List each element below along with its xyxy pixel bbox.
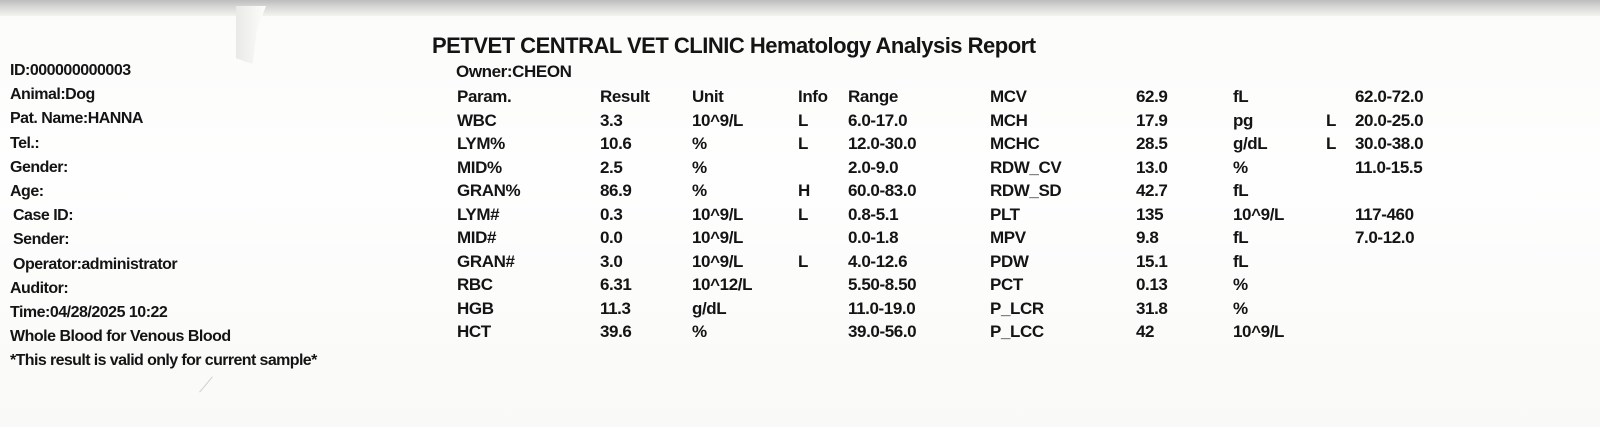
param-cell: MCHC xyxy=(990,134,1040,153)
header-unit: Unit xyxy=(692,87,724,106)
unit-cell: 10^9/L xyxy=(1233,322,1284,341)
result-cell: 135 xyxy=(1136,204,1164,224)
result-cell: 6.31 xyxy=(600,275,632,294)
range-cell: 4.0-12.6 xyxy=(848,251,908,271)
result-cell: 0.3 xyxy=(600,204,623,224)
unit-cell: % xyxy=(1233,275,1248,294)
param-cell: P_LCC xyxy=(990,322,1044,341)
unit-cell: pg xyxy=(1233,110,1253,130)
param-cell: WBC xyxy=(457,110,497,130)
unit-cell: % xyxy=(692,322,707,341)
param-cell: LYM# xyxy=(457,204,500,224)
patient-gender: Gender: xyxy=(10,158,68,176)
param-cell: GRAN# xyxy=(457,251,515,271)
patient-age: Age: xyxy=(10,182,44,200)
patient-info-column xyxy=(10,59,317,373)
header-range: Range xyxy=(848,87,898,106)
result-cell: 62.9 xyxy=(1136,87,1168,106)
param-cell: MID# xyxy=(457,228,497,247)
param-cell: PLT xyxy=(990,204,1020,224)
range-cell: 0.8-5.1 xyxy=(848,204,899,224)
flag-cell: L xyxy=(1326,110,1336,130)
param-cell: MID% xyxy=(457,157,502,177)
param-cell: PCT xyxy=(990,275,1023,294)
param-cell: RBC xyxy=(457,275,493,294)
result-cell: 17.9 xyxy=(1136,110,1168,130)
flag-cell: L xyxy=(798,134,808,153)
param-cell: PDW xyxy=(990,251,1029,271)
result-cell: 0.13 xyxy=(1136,275,1168,294)
unit-cell: g/dL xyxy=(692,298,727,318)
result-cell: 15.1 xyxy=(1136,251,1168,271)
range-cell: 2.0-9.0 xyxy=(848,157,899,177)
range-cell: 11.0-19.0 xyxy=(848,298,916,318)
result-cell: 39.6 xyxy=(600,322,632,341)
patient-animal: Animal:Dog xyxy=(10,86,95,104)
range-cell: 12.0-30.0 xyxy=(848,134,917,153)
param-cell: GRAN% xyxy=(457,181,521,200)
flag-cell: L xyxy=(798,204,808,224)
result-cell: 42 xyxy=(1136,322,1155,341)
range-cell: 0.0-1.8 xyxy=(848,228,899,247)
range-cell: 62.0-72.0 xyxy=(1355,87,1424,106)
result-cell: 31.8 xyxy=(1136,298,1168,318)
unit-cell: % xyxy=(692,157,707,177)
param-cell: RDW_SD xyxy=(990,181,1062,200)
result-cell: 3.3 xyxy=(600,110,623,130)
range-cell: 117-460 xyxy=(1355,204,1414,224)
range-cell: 39.0-56.0 xyxy=(848,322,917,341)
param-cell: MCH xyxy=(990,110,1028,130)
patient-operator: Operator:administrator xyxy=(13,255,178,273)
result-cell: 0.0 xyxy=(600,228,623,247)
flag-cell: L xyxy=(798,110,808,130)
unit-cell: fL xyxy=(1233,87,1249,106)
patient-tel: Tel.: xyxy=(10,134,40,152)
patient-name: Pat. Name:HANNA xyxy=(10,110,143,128)
header-info: Info xyxy=(798,87,828,106)
result-cell: 86.9 xyxy=(600,181,632,200)
param-cell: P_LCR xyxy=(990,298,1044,318)
flag-cell: L xyxy=(798,251,808,271)
result-cell: 10.6 xyxy=(600,134,632,153)
range-cell: 6.0-17.0 xyxy=(848,110,908,130)
unit-cell: % xyxy=(692,134,707,153)
result-cell: 9.8 xyxy=(1136,228,1159,247)
result-cell: 28.5 xyxy=(1136,134,1168,153)
range-cell: 20.0-25.0 xyxy=(1355,110,1424,130)
param-cell: RDW_CV xyxy=(990,157,1062,177)
unit-cell: 10^12/L xyxy=(692,275,753,294)
unit-cell: fL xyxy=(1233,251,1249,271)
unit-cell: % xyxy=(1233,157,1248,177)
patient-auditor: Auditor: xyxy=(10,279,69,297)
unit-cell: 10^9/L xyxy=(692,228,743,247)
param-cell: HCT xyxy=(457,322,491,341)
unit-cell: 10^9/L xyxy=(1233,204,1284,224)
patient-case-id: Case ID: xyxy=(13,207,74,225)
unit-cell: % xyxy=(692,181,707,200)
range-cell: 5.50-8.50 xyxy=(848,275,917,294)
param-cell: LYM% xyxy=(457,134,505,153)
header-result: Result xyxy=(600,87,650,106)
range-cell: 11.0-15.5 xyxy=(1355,157,1423,177)
result-cell: 3.0 xyxy=(600,251,623,271)
range-cell: 60.0-83.0 xyxy=(848,181,917,200)
param-cell: MPV xyxy=(990,228,1026,247)
unit-cell: % xyxy=(1233,298,1248,318)
unit-cell: 10^9/L xyxy=(692,110,743,130)
patient-sender: Sender: xyxy=(13,231,70,249)
owner-label: Owner:CHEON xyxy=(456,62,572,81)
unit-cell: 10^9/L xyxy=(692,251,743,271)
range-cell: 7.0-12.0 xyxy=(1355,228,1415,247)
flag-cell: L xyxy=(1326,134,1336,153)
patient-id: ID:000000000003 xyxy=(10,62,131,79)
param-cell: HGB xyxy=(457,298,494,318)
unit-cell: fL xyxy=(1233,228,1249,247)
result-cell: 42.7 xyxy=(1136,181,1168,200)
sample-time: Time:04/28/2025 10:22 xyxy=(10,303,168,321)
flag-cell: H xyxy=(798,181,810,200)
report-title: PETVET CENTRAL VET CLINIC Hematology Analysis Report xyxy=(432,33,1036,58)
unit-cell: 10^9/L xyxy=(692,204,743,224)
result-cell: 11.3 xyxy=(600,298,631,318)
range-cell: 30.0-38.0 xyxy=(1355,134,1424,153)
param-cell: MCV xyxy=(990,87,1027,106)
result-cell: 13.0 xyxy=(1136,157,1168,177)
result-cell: 2.5 xyxy=(600,157,623,177)
unit-cell: fL xyxy=(1233,181,1249,200)
header-param: Param. xyxy=(457,87,512,106)
unit-cell: g/dL xyxy=(1233,134,1268,153)
sample-type: Whole Blood for Venous Blood xyxy=(10,328,231,346)
validity-note: *This result is valid only for current sample* xyxy=(10,352,317,370)
